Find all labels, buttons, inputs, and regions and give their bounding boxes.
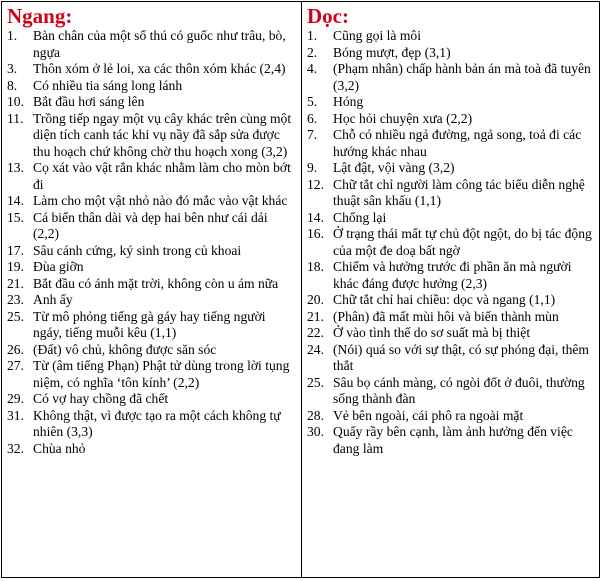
- clue-number: 13.: [7, 160, 24, 175]
- clue-number: 9.: [307, 160, 318, 175]
- clue-text: Sâu cánh cứng, ký sinh trong củ khoai: [33, 242, 242, 258]
- clue-text: Bóng mượt, đẹp (3,1): [333, 44, 451, 60]
- clue-number: 17.: [7, 242, 24, 258]
- clue-number: 1.: [307, 28, 318, 43]
- clue-text: Quấy rầy bên cạnh, làm ảnh hưởng đến việc đang làm: [333, 424, 573, 456]
- clue-number: 2.: [307, 44, 318, 60]
- clue-number: 5.: [307, 94, 318, 109]
- crossword-clue-table: [1, 1, 600, 578]
- clue-number: 4.: [307, 61, 318, 76]
- clue-item: [7, 61, 297, 78]
- clue-text: Anh ấy: [33, 292, 73, 307]
- clue-text: Chùa nhỏ: [33, 440, 86, 456]
- clue-item: [307, 309, 595, 326]
- clue-item: [7, 259, 297, 276]
- clue-number: 1.: [7, 28, 18, 43]
- clue-item: [307, 226, 595, 259]
- clue-item: [307, 45, 595, 62]
- clue-number: 31.: [7, 407, 24, 423]
- clue-text: (Đất) vô chủ, không được săn sóc: [33, 341, 217, 357]
- clue-item: [307, 111, 595, 128]
- clue-number: 14.: [307, 209, 324, 225]
- clue-number: 8.: [7, 77, 18, 93]
- clue-text: Không thật, vì được tạo ra một cách không tự nhiên (3,3): [33, 407, 281, 439]
- clue-number: 22.: [307, 325, 324, 340]
- clue-text: Cọ xát vào vật rắn khác nhằm làm cho mòn bớt đi: [33, 160, 291, 192]
- clue-number: 28.: [307, 407, 324, 423]
- clue-number: 16.: [307, 226, 324, 241]
- clue-text: Có vợ hay chồng đã chết: [33, 391, 169, 406]
- clue-item: [7, 94, 297, 111]
- down-clue-list: [307, 28, 595, 457]
- clue-text: Cá biển thân dài và dẹp hai bên như cái dải (2,2): [33, 209, 268, 241]
- clue-number: 29.: [7, 391, 24, 406]
- clue-text: Chữ tắt chỉ hai chiều: dọc và ngang (1,1): [333, 292, 556, 307]
- clue-item: [307, 210, 595, 227]
- clue-item: [7, 358, 297, 391]
- clue-item: [7, 243, 297, 260]
- clue-item: [307, 177, 595, 210]
- clue-item: [307, 342, 595, 375]
- clue-item: [307, 292, 595, 309]
- clue-number: 15.: [7, 209, 24, 225]
- clue-item: [307, 127, 595, 160]
- clue-number: 7.: [307, 127, 318, 142]
- down-heading: Dọc:: [307, 4, 349, 28]
- clue-item: [7, 160, 297, 193]
- clue-number: 32.: [7, 440, 24, 456]
- clue-text: Ở trạng thái mất tự chủ đột ngột, do bị tác động của một đe doạ bất ngờ: [333, 226, 592, 258]
- across-clue-list: [7, 28, 297, 457]
- clue-item: [7, 292, 297, 309]
- clue-item: [7, 28, 297, 61]
- across-column: [2, 2, 302, 577]
- clue-number: 25.: [307, 374, 324, 390]
- clue-item: [307, 160, 595, 177]
- clue-number: 30.: [307, 424, 324, 439]
- clue-number: 27.: [7, 358, 24, 373]
- clue-text: Chiếm và hưởng trước đi phần ăn mà người khác đáng được hưởng (2,3): [333, 259, 572, 291]
- clue-item: [307, 424, 595, 457]
- clue-number: 11.: [7, 110, 24, 126]
- clue-text: Sâu bọ cánh màng, có ngòi đốt ở đuôi, thường sống thành đàn: [333, 374, 585, 406]
- clue-item: [307, 325, 595, 342]
- clue-item: [7, 441, 297, 458]
- clue-number: 21.: [307, 308, 324, 324]
- clue-text: Chỗ có nhiều ngả đường, ngả song, toả đi các hướng khác nhau: [333, 127, 582, 159]
- clue-item: [7, 111, 297, 161]
- clue-number: 23.: [7, 292, 24, 307]
- clue-text: Bắt đầu hơi sáng lên: [33, 94, 145, 109]
- clue-text: Bắt đầu có ánh mặt trời, không còn u ám nữa: [33, 275, 279, 291]
- clue-text: Bàn chân của một số thú có guốc như trâu, bò, ngựa: [33, 28, 286, 60]
- clue-text: (Nói) quá so với sự thật, có sự phóng đại, thêm thắt: [333, 341, 590, 373]
- across-heading: Ngang:: [7, 4, 73, 28]
- clue-text: Chống lại: [333, 209, 387, 225]
- clue-text: Chữ tắt chỉ người làm công tác biểu diễn nghệ thuật sân khấu (1,1): [333, 176, 585, 208]
- clue-number: 10.: [7, 94, 24, 109]
- clue-text: Đùa giỡn: [33, 259, 84, 274]
- clue-number: 12.: [307, 176, 324, 192]
- clue-item: [7, 276, 297, 293]
- clue-item: [307, 28, 595, 45]
- clue-number: 24.: [307, 341, 324, 357]
- clue-number: 3.: [7, 61, 18, 76]
- clue-item: [7, 309, 297, 342]
- clue-text: Học hỏi chuyện xưa (2,2): [333, 110, 473, 126]
- clue-item: [307, 259, 595, 292]
- clue-text: Từ mô phỏng tiếng gà gáy hay tiếng người ngáy, tiếng muỗi kêu (1,1): [33, 308, 266, 340]
- clue-number: 25.: [7, 308, 24, 324]
- clue-text: (Phạm nhân) chấp hành bản án mà toà đã tuyên (3,2): [333, 61, 591, 93]
- clue-item: [7, 342, 297, 359]
- clue-text: Hóng: [333, 94, 364, 109]
- clue-item: [307, 375, 595, 408]
- clue-text: Từ (âm tiếng Phạn) Phật tử dùng trong lời tụng niệm, có nghĩa ‘tôn kính’ (2,2): [33, 358, 290, 390]
- clue-number: 19.: [7, 259, 24, 274]
- clue-text: Vẻ bên ngoài, cái phô ra ngoài mặt: [333, 407, 524, 423]
- clue-number: 26.: [7, 341, 24, 357]
- clue-number: 20.: [307, 292, 324, 307]
- clue-text: Ở vào tình thế do sơ suất mà bị thiệt: [333, 325, 531, 340]
- clue-item: [7, 78, 297, 95]
- clue-text: (Phân) đã mất mùi hôi và biến thành mùn: [333, 308, 559, 324]
- clue-text: Cũng gọi là môi: [333, 28, 421, 43]
- clue-item: [307, 61, 595, 94]
- clue-text: Làm cho một vật nhỏ nào đó mắc vào vật khác: [33, 193, 288, 208]
- clue-item: [7, 210, 297, 243]
- clue-item: [7, 391, 297, 408]
- clue-number: 14.: [7, 193, 24, 208]
- clue-text: Có nhiều tia sáng long lánh: [33, 77, 183, 93]
- clue-item: [307, 94, 595, 111]
- down-column: [302, 2, 599, 577]
- clue-item: [7, 408, 297, 441]
- clue-number: 21.: [7, 275, 24, 291]
- clue-text: Trồng tiếp ngay một vụ cây khác trên cùng một diện tích canh tác khi vụ nầy đã sắp sửa được thu hoạch chứ không chờ thu hoạch xong (3,2): [33, 110, 292, 159]
- clue-number: 6.: [307, 110, 318, 126]
- clue-text: Thôn xóm ở lẻ loi, xa các thôn xóm khác (2,4): [33, 61, 286, 76]
- clue-item: [7, 193, 297, 210]
- clue-number: 18.: [307, 259, 324, 274]
- clue-text: Lật đật, vội vàng (3,2): [333, 160, 455, 175]
- clue-item: [307, 408, 595, 425]
